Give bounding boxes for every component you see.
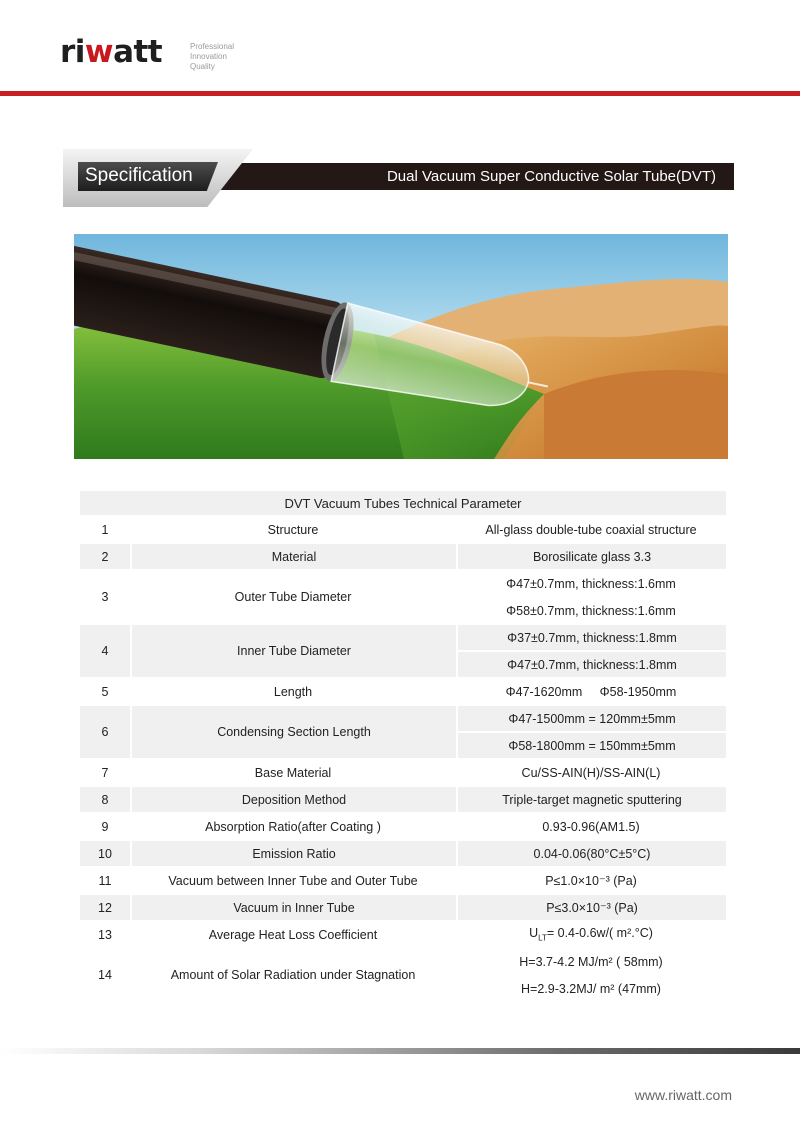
table-row <box>80 841 726 866</box>
row-value: Φ47-1500mm = 120mm±5mm <box>456 706 726 731</box>
table-row <box>80 949 726 974</box>
section-header-bar <box>208 163 734 190</box>
row-parameter: Average Heat Loss Coefficient <box>208 927 378 942</box>
table-row <box>80 814 726 839</box>
row-number: 7 <box>101 765 109 780</box>
row-value-text: = 0.4-0.6w/( m².°C) <box>546 926 653 941</box>
hero-image <box>74 234 728 459</box>
row-number: 6 <box>80 706 130 758</box>
row-parameter: Condensing Section Length <box>130 706 456 758</box>
table-row <box>80 895 726 920</box>
table-row <box>80 922 726 947</box>
row-parameter: Inner Tube Diameter <box>130 625 456 677</box>
row-number: 11 <box>98 873 112 888</box>
row-number: 14 <box>98 968 112 982</box>
row-value: Cu/SS-AIN(H)/SS-AIN(L) <box>521 765 661 780</box>
row-value: Φ47±0.7mm, thickness:1.8mm <box>456 652 726 677</box>
row-parameter: Material <box>130 544 456 569</box>
row-number: 9 <box>101 819 109 834</box>
table-row <box>80 544 726 569</box>
solar-tube-landscape-illustration <box>74 234 728 459</box>
row-value-subscript: LT <box>538 933 547 943</box>
row-number: 13 <box>98 927 112 942</box>
table-row <box>80 625 726 650</box>
row-number: 12 <box>80 895 130 920</box>
row-parameter: Deposition Method <box>130 787 456 812</box>
table-row <box>80 706 726 731</box>
row-parameter: Vacuum in Inner Tube <box>130 895 456 920</box>
row-value: Φ47±0.7mm, thickness:1.6mm <box>506 576 676 591</box>
row-number: 10 <box>80 841 130 866</box>
row-parameter: Absorption Ratio(after Coating ) <box>205 819 381 834</box>
section-title: Specification <box>85 165 193 186</box>
row-value: Borosilicate glass 3.3 <box>456 544 726 569</box>
row-parameter: Vacuum between Inner Tube and Outer Tube <box>168 873 418 888</box>
brand-accent: w <box>84 34 114 70</box>
row-value: H=2.9-3.2MJ/ m² (47mm) <box>521 981 661 996</box>
row-number: 4 <box>80 625 130 677</box>
row-value: Triple-target magnetic sputtering <box>456 787 726 812</box>
brand-prefix: ri <box>60 34 85 70</box>
spec-table <box>80 489 726 1003</box>
row-number: 5 <box>101 684 109 699</box>
brand-suffix: att <box>113 34 163 70</box>
row-parameter: Outer Tube Diameter <box>234 590 352 604</box>
row-number: 1 <box>101 522 109 537</box>
row-parameter: Emission Ratio <box>130 841 456 866</box>
tagline-line: Professional <box>190 42 235 51</box>
tagline-line: Innovation <box>190 52 227 61</box>
row-number: 8 <box>80 787 130 812</box>
row-value: 0.04-0.06(80°C±5°C) <box>456 841 726 866</box>
row-value-symbol: U <box>529 926 539 941</box>
footer-divider <box>0 1048 800 1054</box>
header-divider <box>0 91 800 96</box>
row-number: 3 <box>101 590 109 604</box>
table-row <box>80 868 726 893</box>
row-number: 2 <box>80 544 130 569</box>
brand-logo <box>60 34 162 70</box>
table-row <box>80 517 726 542</box>
row-parameter: Amount of Solar Radiation under Stagnation <box>170 968 416 982</box>
footer-website-link[interactable]: www.riwatt.com <box>634 1087 732 1103</box>
table-row <box>80 760 726 785</box>
section-subtitle: Dual Vacuum Super Conductive Solar Tube(DVT) <box>386 168 716 185</box>
row-value: P≤1.0×10⁻³ (Pa) <box>545 874 637 888</box>
row-value: Φ47-1620mm Φ58-1950mm <box>505 684 677 699</box>
tagline-line: Quality <box>190 62 215 71</box>
row-value: 0.93-0.96(AM1.5) <box>542 819 640 834</box>
row-value: Φ58-1800mm = 150mm±5mm <box>456 733 726 758</box>
table-row <box>80 679 726 704</box>
table-row <box>80 787 726 812</box>
table-title-row <box>80 491 726 515</box>
table-row <box>80 571 726 596</box>
row-value: All-glass double-tube coaxial structure <box>485 522 697 537</box>
row-value: P≤3.0×10⁻³ (Pa) <box>456 895 726 920</box>
table-title: DVT Vacuum Tubes Technical Parameter <box>80 491 726 515</box>
row-value: Φ37±0.7mm, thickness:1.8mm <box>456 625 726 650</box>
row-parameter: Base Material <box>254 765 332 780</box>
row-value <box>456 922 726 947</box>
brand-tagline <box>190 42 234 72</box>
row-value: H=3.7-4.2 MJ/m² ( 58mm) <box>519 954 663 969</box>
row-parameter: Structure <box>267 522 319 537</box>
row-parameter: Length <box>273 684 313 699</box>
row-value: Φ58±0.7mm, thickness:1.6mm <box>506 603 676 618</box>
